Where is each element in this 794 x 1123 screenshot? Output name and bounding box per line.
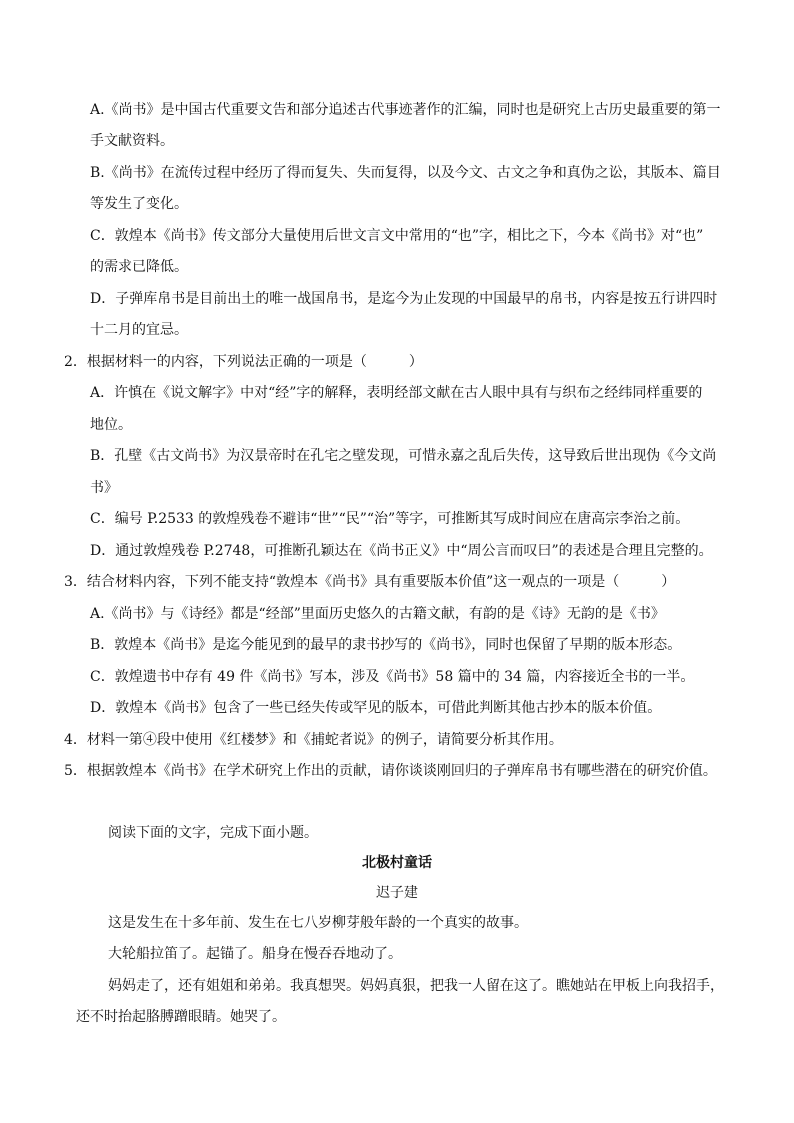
q2-option-b-line-2: 书》 — [90, 480, 118, 496]
question-4: 4．材料一第④段中使用《红楼梦》和《捕蛇者说》的例子，请简要分析其作用。 — [64, 732, 563, 748]
q2-option-a-line-1: A．许慎在《说文解字》中对“经”字的解释，表明经部文献在古人眼中具有与织布之经纬同样重要的 — [90, 385, 703, 401]
q3-option-c: C．敦煌遗书中存有 49 件《尚书》写本，涉及《尚书》58 篇中的 34 篇，内容接近全书的一半。 — [90, 669, 695, 685]
option-c-line-1: C．敦煌本《尚书》传文部分大量使用后世文言文中常用的“也”字，相比之下，今本《尚书》对“也” — [90, 228, 704, 244]
option-b-line-1: B.《尚书》在流传过程中经历了得而复失、失而复得，以及今文、古文之争和真伪之讼，其版本、篇目 — [90, 165, 721, 181]
option-a-line-1: A.《尚书》是中国古代重要文告和部分追述古代事迹著作的汇编，同时也是研究上古历史最重要的第一 — [90, 102, 721, 118]
option-d-line-1: D．子弹库帛书是目前出土的唯一战国帛书，是迄今为止发现的中国最早的帛书，内容是按五行讲四时 — [90, 291, 718, 307]
story-paragraph-2: 大轮船拉笛了。起锚了。船身在慢吞吞地动了。 — [108, 946, 402, 962]
q2-option-b-line-1: B．孔壁《古文尚书》为汉景帝时在孔宅之壁发现，可惜永嘉之乱后失传，这导致后世出现伪《今文尚 — [90, 448, 717, 464]
q3-option-a: A.《尚书》与《诗经》都是“经部”里面历史悠久的古籍文献，有韵的是《诗》无韵的是《书》 — [90, 606, 665, 622]
q3-option-d: D．敦煌本《尚书》包含了一些已经失传或罕见的版本，可借此判断其他古抄本的版本价值。 — [90, 700, 662, 716]
q2-option-c: C．编号 P.2533 的敦煌残卷不避讳“世”“民”“治”等字，可推断其写成时间应在唐高宗李治之前。 — [90, 511, 690, 527]
q3-option-b: B．敦煌本《尚书》是迄今能见到的最早的隶书抄写的《尚书》，同时也保留了早期的版本形态。 — [90, 637, 682, 653]
q2-option-d: D．通过敦煌残卷 P.2748，可推断孔颖达在《尚书正义》中“周公言而叹曰”的表述是合理且完整的。 — [90, 543, 713, 559]
q2-option-a-line-2: 地位。 — [90, 417, 132, 433]
story-paragraph-1: 这是发生在十多年前、发生在七八岁柳芽般年龄的一个真实的故事。 — [108, 915, 528, 931]
story-author: 迟子建 — [376, 885, 418, 901]
question-3: 3．结合材料内容，下列不能支持“敦煌本《尚书》具有重要版本价值”这一观点的一项是（ ） — [64, 574, 676, 590]
question-5: 5．根据敦煌本《尚书》在学术研究上作出的贡献，请你谈谈刚回归的子弹库帛书有哪些潜在的研究价值。 — [64, 763, 717, 779]
story-paragraph-3-line-2: 还不时抬起胳膊蹭眼睛。她哭了。 — [76, 1009, 286, 1025]
question-2: 2．根据材料一的内容，下列说法正确的一项是（ ） — [64, 354, 423, 370]
option-a-line-2: 手文献资料。 — [90, 133, 174, 149]
story-title: 北极村童话 — [362, 855, 432, 871]
option-c-line-2: 的需求已降低。 — [90, 259, 188, 275]
story-paragraph-3-line-1: 妈妈走了，还有姐姐和弟弟。我真想哭。妈妈真狠，把我一人留在这了。瞧她站在甲板上向我招手， — [108, 978, 724, 994]
option-d-line-2: 十二月的宜忌。 — [90, 322, 188, 338]
option-b-line-2: 等发生了变化。 — [90, 196, 188, 212]
reading-instruction: 阅读下面的文字，完成下面小题。 — [108, 825, 318, 841]
